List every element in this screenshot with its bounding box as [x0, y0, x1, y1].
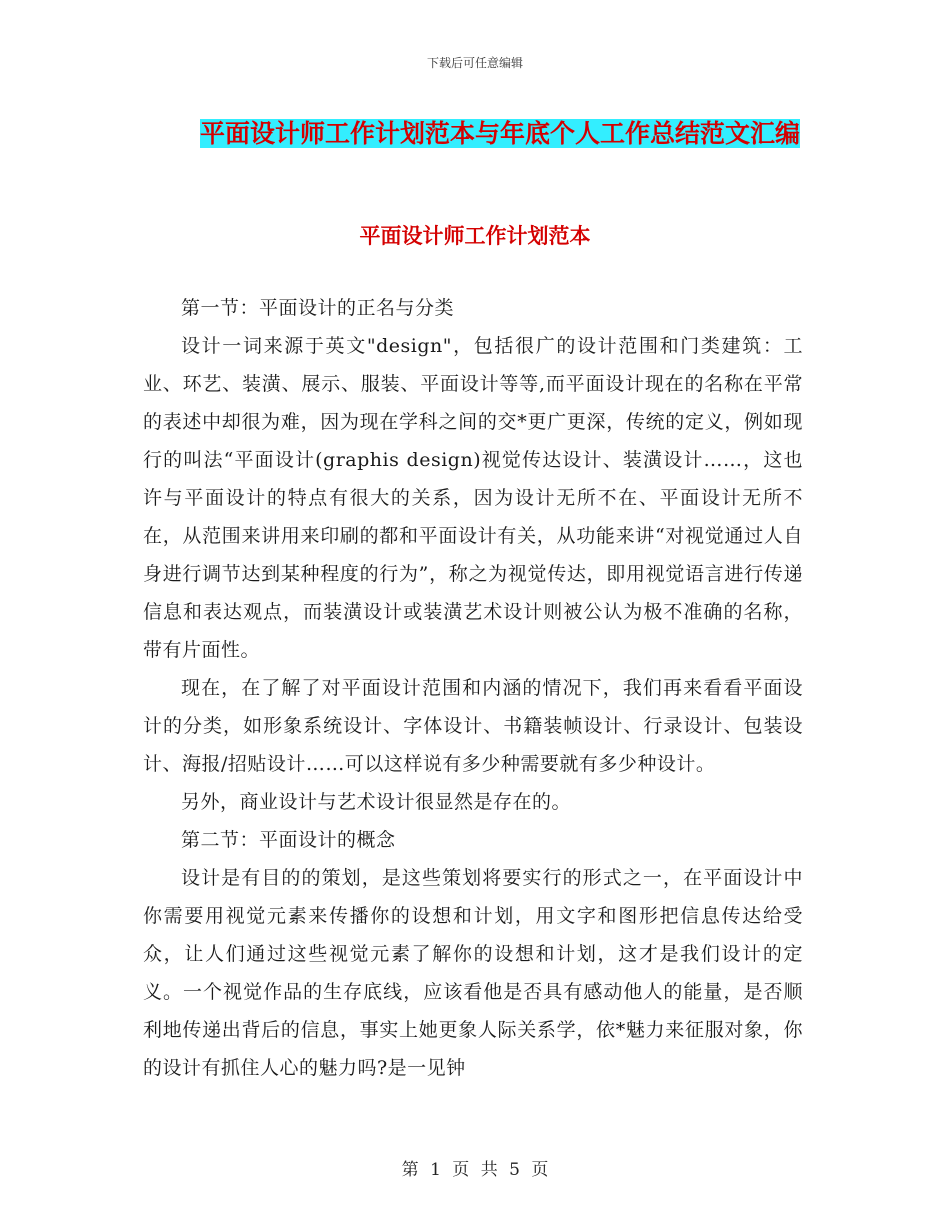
- document-title-text: 平面设计师工作计划范本与年底个人工作总结范文汇编: [199, 119, 800, 148]
- document-title: [195, 110, 805, 158]
- page-number: 第 1 页 共 5 页: [401, 1160, 549, 1180]
- heading-section-1: 第一节：平面设计的正名与分类: [181, 297, 455, 319]
- paragraph: 另外，商业设计与艺术设计很显然是存在的。: [181, 791, 572, 813]
- paragraph: 设计一词来源于英文"design"，包括很广的设计范围和门类建筑：工业、环艺、装潢、展示、服装、平面设计等等,而平面设计现在的名称在平常的表述中却很为难，因为现在学科之间的交*更广更深，传统的定义，例如现行的叫法“平面设计(graphis design)视觉传达设计、装潢设计……，这也许与平面设计的特点有很大的关系，因为设计无所不在、平面设计无所不在，从范围来讲用来印刷的都和平面设计有关，从功能来讲“对视觉通过人自身进行调节达到某种程度的行为”，称之为视觉传达，即用视觉语言进行传递信息和表达观点，而装潢设计或装潢艺术设计则被公认为极不准确的名称，带有片面性。: [143, 335, 803, 661]
- header-note: 下载后可任意编辑: [426, 56, 523, 70]
- heading-section-2: 第二节：平面设计的概念: [181, 829, 396, 851]
- section-title: 平面设计师工作计划范本: [359, 223, 591, 248]
- document-body: [143, 289, 803, 1087]
- paragraph: 现在，在了解了对平面设计范围和内涵的情况下，我们再来看看平面设计的分类，如形象系统设计、字体设计、书籍装帧设计、行录设计、包装设计、海报/招贴设计……可以这样说有多少种需要就有多少种设计。: [143, 677, 803, 775]
- paragraph: 设计是有目的的策划，是这些策划将要实行的形式之一，在平面设计中你需要用视觉元素来传播你的设想和计划，用文字和图形把信息传达给受众，让人们通过这些视觉元素了解你的设想和计划，这才是我们设计的定义。一个视觉作品的生存底线，应该看他是否具有感动他人的能量，是否顺利地传递出背后的信息，事实上她更象人际关系学，依*魅力来征服对象，你的设计有抓住人心的魅力吗?是一见钟: [143, 867, 803, 1079]
